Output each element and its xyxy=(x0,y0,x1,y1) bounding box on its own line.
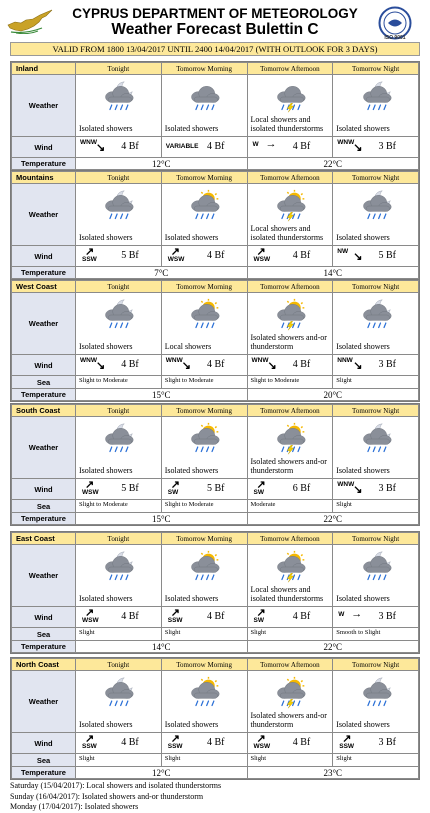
sea-state: Slight xyxy=(247,628,333,641)
row-label-temperature: Temperature xyxy=(12,641,76,653)
page-title: CYPRUS DEPARTMENT OF METEOROLOGY xyxy=(72,6,358,21)
sun-cloud-rain-thunder-icon xyxy=(271,189,309,223)
cloud-rain-night-icon xyxy=(99,80,137,114)
column-header: Tomorrow Morning xyxy=(161,405,247,417)
weather-cell xyxy=(161,293,247,355)
wind-cell xyxy=(76,607,162,628)
column-header: Tomorrow Morning xyxy=(161,281,247,293)
wind-cell xyxy=(76,246,162,267)
sea-state: Slight xyxy=(76,754,162,767)
wind-arrow-icon: ↘ xyxy=(96,142,106,154)
wind-direction: VARIABLE xyxy=(165,143,199,150)
column-header: Tomorrow Morning xyxy=(161,172,247,184)
wind-arrow-icon: ↗ xyxy=(256,246,266,258)
sea-state: Slight to Moderate xyxy=(76,376,162,389)
wind-direction: WNW xyxy=(80,357,97,364)
column-header: Tonight xyxy=(76,63,162,75)
weather-description: Isolated showers xyxy=(79,233,133,242)
weather-cell xyxy=(333,75,419,137)
wind-force: 4 Bf xyxy=(121,737,139,748)
wind-cell xyxy=(247,607,333,628)
wind-direction: SSW xyxy=(167,617,183,624)
column-header: Tomorrow Afternoon xyxy=(247,63,333,75)
column-header: Tomorrow Afternoon xyxy=(247,405,333,417)
wind-direction: NNW xyxy=(337,357,353,364)
cloud-rain-icon xyxy=(185,80,223,114)
column-header: Tomorrow Afternoon xyxy=(247,172,333,184)
weather-description: Isolated showers xyxy=(336,342,390,351)
wind-cell xyxy=(76,137,162,158)
sea-state: Slight to Moderate xyxy=(161,500,247,513)
weather-description: Isolated showers xyxy=(336,124,390,133)
row-label-weather: Weather xyxy=(12,545,76,607)
cloud-rain-night-icon xyxy=(357,676,395,710)
row-label-weather: Weather xyxy=(12,671,76,733)
wind-direction: SSW xyxy=(167,743,183,750)
wind-force: 4 Bf xyxy=(207,611,225,622)
wind-cell xyxy=(161,479,247,500)
sun-cloud-rain-icon xyxy=(185,550,223,584)
wind-arrow-icon: → xyxy=(351,608,363,620)
sea-state: Slight xyxy=(247,754,333,767)
weather-description: Isolated showers and-or thunderstorm xyxy=(250,457,327,475)
weather-cell xyxy=(76,293,162,355)
weather-description: Isolated showers xyxy=(79,720,133,729)
wind-direction: WSW xyxy=(82,617,99,624)
validity-banner: VALID FROM 1800 13/04/2017 UNTIL 2400 14/04/2017 (WITH OUTLOOK FOR 3 DAYS) xyxy=(10,42,420,56)
wind-cell xyxy=(161,607,247,628)
weather-description: Local showers and isolated thunderstorms xyxy=(250,585,324,603)
column-header: Tomorrow Night xyxy=(333,172,419,184)
wind-direction: SSW xyxy=(82,743,97,750)
weather-cell xyxy=(161,417,247,479)
wind-direction: SSW xyxy=(339,743,355,750)
wind-cell xyxy=(333,246,419,267)
wind-cell xyxy=(161,733,247,754)
sea-state: Slight xyxy=(333,376,419,389)
wind-force: 3 Bf xyxy=(378,611,396,622)
wind-direction: WSW xyxy=(167,256,185,263)
cloud-rain-night-icon xyxy=(357,298,395,332)
weather-cell xyxy=(247,75,333,137)
wind-force: 4 Bf xyxy=(292,611,311,622)
wind-force: 4 Bf xyxy=(292,250,311,261)
sun-cloud-rain-icon xyxy=(185,422,223,456)
temperature-tonight: 12°C xyxy=(76,767,248,779)
wind-force: 5 Bf xyxy=(121,250,139,261)
region-name: North Coast xyxy=(12,659,76,671)
wind-arrow-icon: ↘ xyxy=(353,142,363,154)
wind-arrow-icon: ↗ xyxy=(170,246,180,258)
weather-description: Isolated showers xyxy=(336,720,390,729)
cloud-rain-night-icon xyxy=(357,80,395,114)
sun-cloud-rain-thunder-icon xyxy=(271,550,309,584)
row-label-temperature: Temperature xyxy=(12,513,76,525)
wind-direction: WSW xyxy=(253,256,271,263)
column-header: Tomorrow Morning xyxy=(161,63,247,75)
wind-arrow-icon: ↗ xyxy=(256,607,266,619)
cloud-rain-night-icon xyxy=(99,676,137,710)
wind-cell xyxy=(161,355,247,376)
column-header: Tomorrow Night xyxy=(333,659,419,671)
column-header: Tonight xyxy=(76,533,162,545)
weather-description: Isolated showers xyxy=(336,233,390,242)
wind-direction: WSW xyxy=(253,743,271,750)
row-label-wind: Wind xyxy=(12,607,76,628)
region-section xyxy=(10,61,420,171)
wind-arrow-icon: ↗ xyxy=(170,733,180,745)
wind-arrow-icon: ↗ xyxy=(256,733,266,745)
temperature-tonight: 15°C xyxy=(76,513,248,525)
row-label-wind: Wind xyxy=(12,479,76,500)
sea-state: Slight xyxy=(333,500,419,513)
wind-cell xyxy=(333,733,419,754)
sun-cloud-rain-icon xyxy=(185,189,223,223)
weather-cell xyxy=(247,417,333,479)
sun-cloud-rain-thunder-icon xyxy=(271,676,309,710)
wind-direction: WSW xyxy=(82,489,99,496)
row-label-sea: Sea xyxy=(12,754,76,767)
row-label-temperature: Temperature xyxy=(12,267,76,279)
wind-force: 4 Bf xyxy=(207,359,225,370)
row-label-temperature: Temperature xyxy=(12,389,76,401)
forecast-table xyxy=(11,658,419,779)
cloud-rain-night-icon xyxy=(99,189,137,223)
column-header: Tomorrow Afternoon xyxy=(247,281,333,293)
region-name: South Coast xyxy=(12,405,76,417)
wind-direction: W xyxy=(338,611,345,618)
weather-cell xyxy=(161,671,247,733)
wind-arrow-icon: ↘ xyxy=(96,360,106,372)
wind-arrow-icon: → xyxy=(265,138,277,150)
weather-description: Isolated showers xyxy=(164,466,219,475)
sea-state: Slight xyxy=(161,628,247,641)
forecast-table xyxy=(11,404,419,525)
column-header: Tomorrow Night xyxy=(333,405,419,417)
wind-force: 3 Bf xyxy=(378,141,396,152)
sea-state: Moderate xyxy=(247,500,333,513)
wind-force: 5 Bf xyxy=(121,483,139,494)
weather-cell xyxy=(76,184,162,246)
outlook-day: Monday (17/04/2017): Isolated showers xyxy=(10,802,139,811)
outlook xyxy=(10,781,420,813)
temperature-tomorrow: 22°C xyxy=(247,641,419,653)
weather-cell xyxy=(247,184,333,246)
weather-cell xyxy=(247,545,333,607)
wind-force: 4 Bf xyxy=(292,737,311,748)
wind-arrow-icon: ↗ xyxy=(85,479,95,491)
wind-direction: NW xyxy=(337,248,349,255)
outlook-day: Sunday (16/04/2017): Isolated showers and-or thunderstorm xyxy=(10,791,204,801)
wind-arrow-icon: ↗ xyxy=(342,733,352,745)
sun-cloud-rain-thunder-icon xyxy=(271,298,309,332)
wind-arrow-icon: ↗ xyxy=(85,607,95,619)
sea-state: Slight to Moderate xyxy=(247,376,333,389)
cloud-rain-night-icon xyxy=(99,422,137,456)
sea-state: Smooth to Slight xyxy=(333,628,419,641)
cloud-rain-night-icon xyxy=(99,550,137,584)
temperature-tonight: 14°C xyxy=(76,641,248,653)
wind-direction: WNW xyxy=(80,139,97,146)
row-label-wind: Wind xyxy=(12,733,76,754)
region-name: Inland xyxy=(12,63,76,75)
cloud-rain-thunder-icon xyxy=(271,80,309,114)
outlook-day: Saturday (15/04/2017): Local showers and isolated thunderstorms xyxy=(10,781,222,790)
wind-direction: SW xyxy=(167,489,179,496)
wind-direction: SW xyxy=(253,489,264,496)
wind-arrow-icon: ↗ xyxy=(170,607,180,619)
iso-label: ISO 9001 xyxy=(384,35,406,41)
weather-description: Isolated showers xyxy=(336,466,390,475)
forecast-table xyxy=(11,280,419,401)
weather-description: Isolated showers xyxy=(79,342,133,351)
cloud-rain-night-icon xyxy=(99,298,137,332)
wind-arrow-icon: ↘ xyxy=(353,251,363,263)
wind-cell xyxy=(76,733,162,754)
wind-arrow-icon: ↗ xyxy=(170,479,180,491)
weather-description: Isolated showers xyxy=(79,124,133,133)
wind-direction: WNW xyxy=(251,357,269,364)
wind-arrow-icon: ↘ xyxy=(181,360,191,372)
temperature-tonight: 7°C xyxy=(76,267,248,279)
wind-cell xyxy=(161,137,247,158)
wind-direction: SW xyxy=(253,617,264,624)
weather-cell xyxy=(247,671,333,733)
region-name: Mountains xyxy=(12,172,76,184)
wind-arrow-icon: ↘ xyxy=(353,360,363,372)
region-name: West Coast xyxy=(12,281,76,293)
column-header: Tomorrow Night xyxy=(333,281,419,293)
region-section xyxy=(10,279,420,402)
region-section xyxy=(10,403,420,526)
row-label-sea: Sea xyxy=(12,376,76,389)
wind-cell xyxy=(76,355,162,376)
wind-force: 4 Bf xyxy=(207,250,225,261)
sea-state: Slight xyxy=(161,754,247,767)
weather-cell xyxy=(333,293,419,355)
wind-force: 4 Bf xyxy=(121,359,139,370)
column-header: Tomorrow Morning xyxy=(161,659,247,671)
wind-force: 6 Bf xyxy=(292,483,311,494)
sun-cloud-rain-thunder-icon xyxy=(271,422,309,456)
wind-force: 4 Bf xyxy=(207,141,225,152)
forecast-table xyxy=(11,62,419,170)
weather-description: Isolated showers xyxy=(164,594,219,603)
weather-cell xyxy=(333,545,419,607)
forecast-table xyxy=(11,532,419,653)
wind-arrow-icon: ↘ xyxy=(353,484,363,496)
weather-cell xyxy=(76,75,162,137)
wind-force: 3 Bf xyxy=(378,359,396,370)
row-label-temperature: Temperature xyxy=(12,158,76,170)
wind-arrow-icon: ↗ xyxy=(256,479,266,491)
wind-arrow-icon: ↗ xyxy=(85,246,95,258)
weather-description: Isolated showers xyxy=(164,720,219,729)
wind-cell xyxy=(333,479,419,500)
sea-state: Slight xyxy=(333,754,419,767)
wind-force: 5 Bf xyxy=(378,250,396,261)
temperature-tomorrow: 14°C xyxy=(247,267,419,279)
column-header: Tonight xyxy=(76,659,162,671)
page-subtitle: Weather Forecast Bulettin C xyxy=(111,21,319,38)
row-label-weather: Weather xyxy=(12,75,76,137)
temperature-tomorrow: 22°C xyxy=(247,158,419,170)
row-label-wind: Wind xyxy=(12,137,76,158)
row-label-wind: Wind xyxy=(12,246,76,267)
region-name: East Coast xyxy=(12,533,76,545)
wind-cell xyxy=(333,607,419,628)
wind-force: 3 Bf xyxy=(378,737,396,748)
wind-cell xyxy=(76,479,162,500)
temperature-tonight: 15°C xyxy=(76,389,248,401)
row-label-sea: Sea xyxy=(12,500,76,513)
wind-force: 5 Bf xyxy=(207,483,225,494)
wind-cell xyxy=(247,246,333,267)
forecast-table xyxy=(11,171,419,279)
weather-description: Isolated showers and-or thunderstorm xyxy=(250,711,327,729)
cloud-rain-night-icon xyxy=(357,422,395,456)
column-header: Tomorrow Night xyxy=(333,533,419,545)
region-section xyxy=(10,170,420,280)
wind-cell xyxy=(247,479,333,500)
wind-force: 4 Bf xyxy=(292,359,311,370)
weather-description: Isolated showers xyxy=(79,594,133,603)
wind-cell xyxy=(247,137,333,158)
weather-cell xyxy=(76,417,162,479)
sea-state: Slight to Moderate xyxy=(161,376,247,389)
row-label-sea: Sea xyxy=(12,628,76,641)
weather-cell xyxy=(247,293,333,355)
wind-cell xyxy=(247,355,333,376)
wind-direction: WNW xyxy=(337,139,355,146)
wind-force: 3 Bf xyxy=(378,483,396,494)
column-header: Tonight xyxy=(76,281,162,293)
column-header: Tomorrow Afternoon xyxy=(247,659,333,671)
row-label-temperature: Temperature xyxy=(12,767,76,779)
weather-cell xyxy=(76,545,162,607)
weather-cell xyxy=(333,671,419,733)
row-label-weather: Weather xyxy=(12,293,76,355)
temperature-tomorrow: 23°C xyxy=(247,767,419,779)
wind-arrow-icon: ↘ xyxy=(267,360,277,372)
weather-cell xyxy=(161,184,247,246)
region-section xyxy=(10,531,420,654)
header xyxy=(0,0,430,40)
column-header: Tomorrow Afternoon xyxy=(247,533,333,545)
cyprus-map-icon xyxy=(6,8,54,34)
weather-cell xyxy=(161,545,247,607)
wind-force: 4 Bf xyxy=(121,141,139,152)
sun-cloud-rain-icon xyxy=(185,676,223,710)
sun-cloud-rain-icon xyxy=(185,298,223,332)
temperature-tonight: 12°C xyxy=(76,158,248,170)
weather-description: Isolated showers xyxy=(164,124,219,133)
weather-description: Local showers xyxy=(164,342,212,351)
temperature-tomorrow: 20°C xyxy=(247,389,419,401)
wind-cell xyxy=(333,137,419,158)
weather-description: Local showers and isolated thunderstorms xyxy=(250,224,324,242)
row-label-weather: Weather xyxy=(12,184,76,246)
sea-state: Slight to Moderate xyxy=(76,500,162,513)
wind-direction: W xyxy=(252,141,259,148)
wind-cell xyxy=(247,733,333,754)
row-label-wind: Wind xyxy=(12,355,76,376)
wind-direction: WNW xyxy=(165,357,183,364)
column-header: Tomorrow Night xyxy=(333,63,419,75)
weather-description: Isolated showers xyxy=(336,594,390,603)
wind-force: 4 Bf xyxy=(292,141,311,152)
row-label-weather: Weather xyxy=(12,417,76,479)
cloud-rain-night-icon xyxy=(357,550,395,584)
column-header: Tonight xyxy=(76,172,162,184)
temperature-tomorrow: 22°C xyxy=(247,513,419,525)
wind-cell xyxy=(333,355,419,376)
column-header: Tomorrow Morning xyxy=(161,533,247,545)
weather-description: Isolated showers xyxy=(79,466,133,475)
wind-cell xyxy=(161,246,247,267)
weather-cell xyxy=(333,417,419,479)
wind-direction: SSW xyxy=(82,256,97,263)
sea-state: Slight xyxy=(76,628,162,641)
wind-arrow-icon: ↗ xyxy=(85,733,95,745)
weather-description: Isolated showers and-or thunderstorm xyxy=(250,333,327,351)
weather-description: Isolated showers xyxy=(164,233,219,242)
weather-cell xyxy=(161,75,247,137)
wind-force: 4 Bf xyxy=(121,611,139,622)
weather-description: Local showers and isolated thunderstorms xyxy=(250,115,324,133)
weather-cell xyxy=(333,184,419,246)
wind-force: 4 Bf xyxy=(207,737,225,748)
column-header: Tonight xyxy=(76,405,162,417)
cloud-rain-night-icon xyxy=(357,189,395,223)
wind-direction: WNW xyxy=(337,481,355,488)
region-section xyxy=(10,657,420,780)
weather-cell xyxy=(76,671,162,733)
